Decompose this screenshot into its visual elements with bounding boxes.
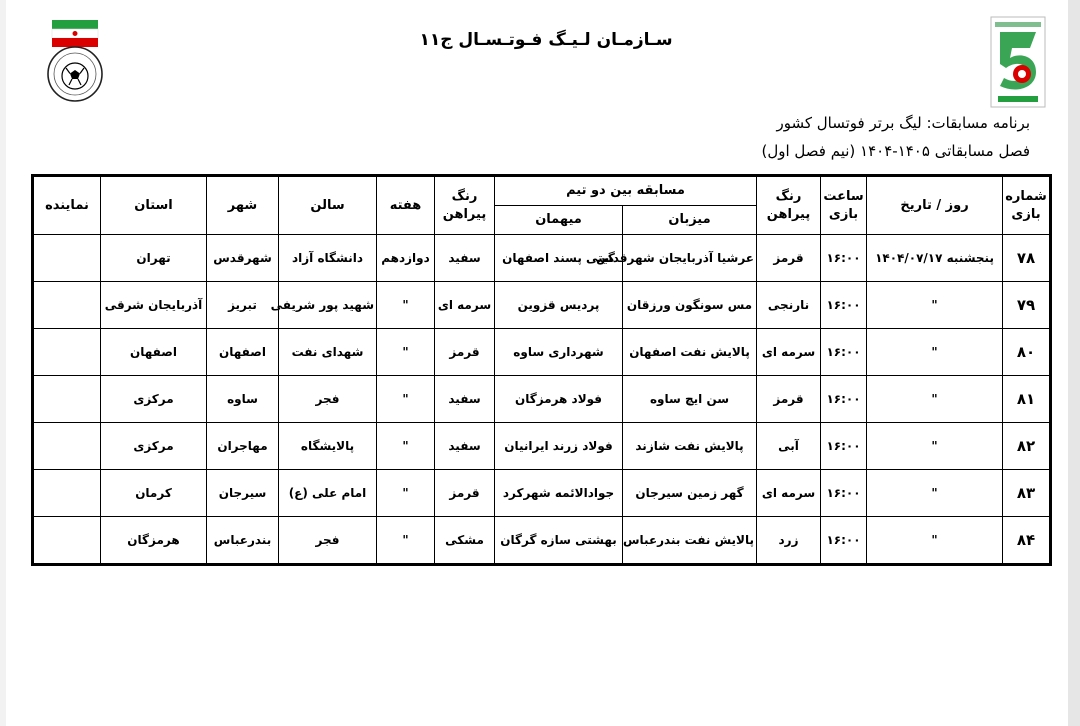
cell-host: گهر زمین سیرجان bbox=[623, 470, 757, 517]
cell-venue: دانشگاه آزاد bbox=[279, 235, 377, 282]
cell-city: بندرعباس bbox=[207, 517, 279, 565]
cell-date: " bbox=[867, 470, 1003, 517]
cell-time: ۱۶:۰۰ bbox=[821, 517, 867, 565]
cell-province: تهران bbox=[101, 235, 207, 282]
cell-kit-guest: سرمه ای bbox=[435, 282, 495, 329]
table-row bbox=[33, 235, 1051, 282]
cell-match-no: ۷۸ bbox=[1003, 235, 1051, 282]
cell-time: ۱۶:۰۰ bbox=[821, 376, 867, 423]
cell-week: " bbox=[377, 470, 435, 517]
cell-guest: جوادالائمه شهرکرد bbox=[495, 470, 623, 517]
cell-rep bbox=[33, 282, 101, 329]
cell-city: شهرقدس bbox=[207, 235, 279, 282]
cell-kit-home: قرمز bbox=[757, 235, 821, 282]
cell-kit-home: قرمز bbox=[757, 376, 821, 423]
header-city: شهر bbox=[207, 176, 279, 235]
cell-guest: بهشتی سازه گرگان bbox=[495, 517, 623, 565]
cell-rep bbox=[33, 423, 101, 470]
cell-host: پالایش نفت اصفهان bbox=[623, 329, 757, 376]
cell-host: مس سونگون ورزقان bbox=[623, 282, 757, 329]
cell-rep bbox=[33, 517, 101, 565]
cell-kit-home: آبی bbox=[757, 423, 821, 470]
table-row bbox=[33, 517, 1051, 565]
cell-province: آذربایجان شرقی bbox=[101, 282, 207, 329]
cell-guest: گیتی پسند اصفهان bbox=[495, 235, 623, 282]
table-row bbox=[33, 329, 1051, 376]
cell-match-no: ۷۹ bbox=[1003, 282, 1051, 329]
header-time: ساعت بازی bbox=[821, 176, 867, 235]
match-schedule-table bbox=[31, 174, 1052, 566]
cell-date: " bbox=[867, 517, 1003, 565]
cell-host: پالایش نفت بندرعباس bbox=[623, 517, 757, 565]
cell-kit-guest: سفید bbox=[435, 235, 495, 282]
header-venue: سالن bbox=[279, 176, 377, 235]
cell-match-no: ۸۲ bbox=[1003, 423, 1051, 470]
cell-venue: امام علی (ع) bbox=[279, 470, 377, 517]
cell-time: ۱۶:۰۰ bbox=[821, 329, 867, 376]
cell-week: " bbox=[377, 423, 435, 470]
cell-kit-guest: قرمز bbox=[435, 329, 495, 376]
cell-match-no: ۸۱ bbox=[1003, 376, 1051, 423]
cell-date: " bbox=[867, 423, 1003, 470]
cell-guest: پردیس قزوین bbox=[495, 282, 623, 329]
cell-date: " bbox=[867, 376, 1003, 423]
cell-time: ۱۶:۰۰ bbox=[821, 470, 867, 517]
table-row bbox=[33, 470, 1051, 517]
header-kit-guest: رنگ پیراهن bbox=[435, 176, 495, 235]
cell-city: اصفهان bbox=[207, 329, 279, 376]
cell-guest: فولاد زرند ایرانیان bbox=[495, 423, 623, 470]
cell-match-no: ۸۴ bbox=[1003, 517, 1051, 565]
cell-rep bbox=[33, 329, 101, 376]
cell-venue: فجر bbox=[279, 376, 377, 423]
cell-kit-guest: قرمز bbox=[435, 470, 495, 517]
cell-host: سن ایچ ساوه bbox=[623, 376, 757, 423]
cell-rep bbox=[33, 470, 101, 517]
page-edge bbox=[1068, 0, 1080, 726]
cell-guest: فولاد هرمزگان bbox=[495, 376, 623, 423]
header-match-between: مسابقه بین دو تیم bbox=[495, 176, 757, 206]
cell-match-no: ۸۳ bbox=[1003, 470, 1051, 517]
cell-venue: فجر bbox=[279, 517, 377, 565]
cell-date: " bbox=[867, 329, 1003, 376]
cell-week: " bbox=[377, 282, 435, 329]
header-date: روز / تاریخ bbox=[867, 176, 1003, 235]
season-line: فصل مسابقاتی ۱۴۰۵-۱۴۰۴ (نیم فصل اول) bbox=[761, 142, 1030, 160]
cell-kit-guest: مشکی bbox=[435, 517, 495, 565]
header-rep: نماینده bbox=[33, 176, 101, 235]
cell-kit-guest: سفید bbox=[435, 423, 495, 470]
cell-province: هرمزگان bbox=[101, 517, 207, 565]
cell-city: ساوه bbox=[207, 376, 279, 423]
header-match-no: شماره بازی bbox=[1003, 176, 1051, 235]
header-guest: میهمان bbox=[495, 206, 623, 235]
cell-week: " bbox=[377, 376, 435, 423]
federation-emblem-icon bbox=[46, 18, 104, 104]
cell-venue: شهید پور شریفی bbox=[279, 282, 377, 329]
cell-guest: شهرداری ساوه bbox=[495, 329, 623, 376]
cell-venue: پالایشگاه bbox=[279, 423, 377, 470]
cell-rep bbox=[33, 235, 101, 282]
header-host: میزبان bbox=[623, 206, 757, 235]
competition-line: برنامه مسابقات: لیگ برتر فوتسال کشور bbox=[776, 114, 1030, 132]
cell-match-no: ۸۰ bbox=[1003, 329, 1051, 376]
cell-venue: شهدای نفت bbox=[279, 329, 377, 376]
cell-week: " bbox=[377, 517, 435, 565]
cell-time: ۱۶:۰۰ bbox=[821, 423, 867, 470]
cell-host: عرشیا آذربایجان شهرقدس bbox=[623, 235, 757, 282]
cell-kit-home: سرمه ای bbox=[757, 329, 821, 376]
header-week: هفته bbox=[377, 176, 435, 235]
cell-province: کرمان bbox=[101, 470, 207, 517]
cell-time: ۱۶:۰۰ bbox=[821, 282, 867, 329]
cell-kit-guest: سفید bbox=[435, 376, 495, 423]
cell-kit-home: سرمه ای bbox=[757, 470, 821, 517]
table-row bbox=[33, 376, 1051, 423]
cell-time: ۱۶:۰۰ bbox=[821, 235, 867, 282]
cell-date: پنجشنبه ۱۴۰۴/۰۷/۱۷ bbox=[867, 235, 1003, 282]
cell-province: مرکزی bbox=[101, 376, 207, 423]
cell-province: اصفهان bbox=[101, 329, 207, 376]
cell-week: " bbox=[377, 329, 435, 376]
table-row bbox=[33, 282, 1051, 329]
cell-rep bbox=[33, 376, 101, 423]
cell-kit-home: نارنجی bbox=[757, 282, 821, 329]
cell-city: سیرجان bbox=[207, 470, 279, 517]
cell-host: پالایش نفت شازند bbox=[623, 423, 757, 470]
cell-city: تبریز bbox=[207, 282, 279, 329]
table-row bbox=[33, 423, 1051, 470]
cell-city: مهاجران bbox=[207, 423, 279, 470]
header-kit-home: رنگ پیراهن bbox=[757, 176, 821, 235]
futsal-league-logo-icon bbox=[990, 16, 1046, 108]
cell-week: دوازدهم bbox=[377, 235, 435, 282]
cell-kit-home: زرد bbox=[757, 517, 821, 565]
cell-date: " bbox=[867, 282, 1003, 329]
header-province: استان bbox=[101, 176, 207, 235]
organization-title: سـازمـان لـیـگ فـوتـسـال ج۱۱ bbox=[419, 30, 673, 50]
cell-province: مرکزی bbox=[101, 423, 207, 470]
